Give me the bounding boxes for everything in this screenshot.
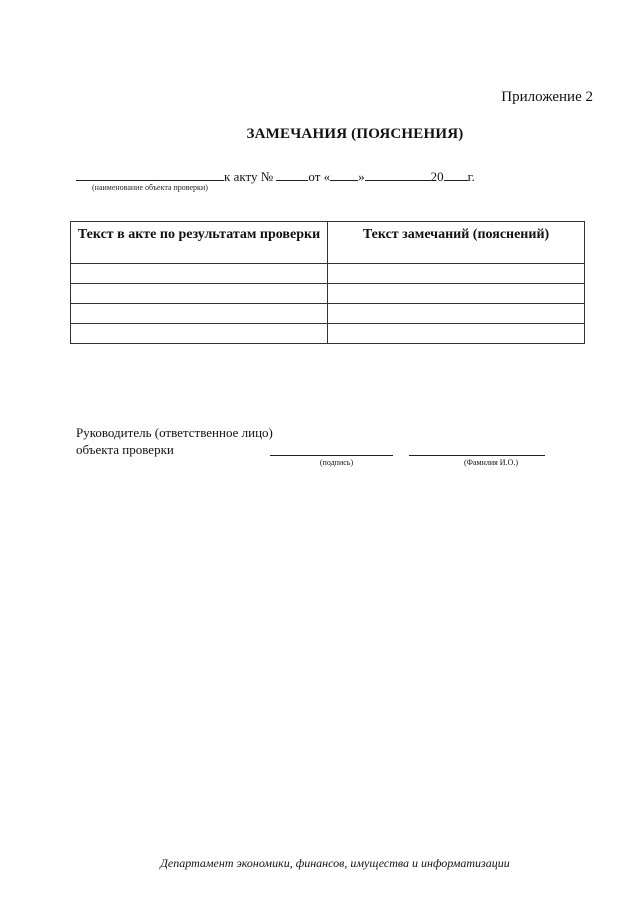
table-header-row xyxy=(71,222,585,264)
to-act-label: к акту № xyxy=(224,169,274,184)
table-row xyxy=(71,284,585,304)
table-row xyxy=(71,324,585,344)
table-cell[interactable] xyxy=(71,304,328,324)
act-number-blank[interactable] xyxy=(276,168,308,181)
object-name-blank[interactable] xyxy=(76,168,224,181)
table-cell[interactable] xyxy=(71,264,328,284)
full-name-hint: (Фамилия И.О.) xyxy=(463,458,519,467)
header-remarks-text: Текст замечаний (пояснений) xyxy=(328,222,585,264)
year-blank[interactable] xyxy=(444,168,468,181)
month-blank[interactable] xyxy=(365,168,431,181)
from-label: от « xyxy=(308,169,331,184)
table-cell[interactable] xyxy=(71,324,328,344)
signatory-label-line1: Руководитель (ответственное лицо) xyxy=(76,425,273,440)
year-prefix: 20 xyxy=(430,169,444,184)
object-name-hint: (наименование объекта проверки) xyxy=(92,183,208,192)
table-row xyxy=(71,304,585,324)
day-blank[interactable] xyxy=(330,168,358,181)
signature-hint: (подпись) xyxy=(319,458,354,467)
table-cell[interactable] xyxy=(328,264,585,284)
year-suffix: г. xyxy=(467,169,475,184)
quote-close: » xyxy=(358,169,365,184)
table-cell[interactable] xyxy=(328,284,585,304)
signatory-label xyxy=(76,424,273,458)
signatory-label-line2: объекта проверки xyxy=(76,442,174,457)
table-cell[interactable] xyxy=(71,284,328,304)
full-name-line[interactable] xyxy=(409,455,545,456)
document-title: ЗАМЕЧАНИЯ (ПОЯСНЕНИЯ) xyxy=(246,126,464,142)
header-act-text: Текст в акте по результатам проверки xyxy=(71,222,328,264)
table-cell[interactable] xyxy=(328,324,585,344)
footer-department: Департамент экономики, финансов, имущества и информатизации xyxy=(160,856,510,870)
table-cell[interactable] xyxy=(328,304,585,324)
remarks-table xyxy=(70,221,585,344)
appendix-label: Приложение 2 xyxy=(501,89,593,105)
signature-line[interactable] xyxy=(270,455,393,456)
table-row xyxy=(71,264,585,284)
